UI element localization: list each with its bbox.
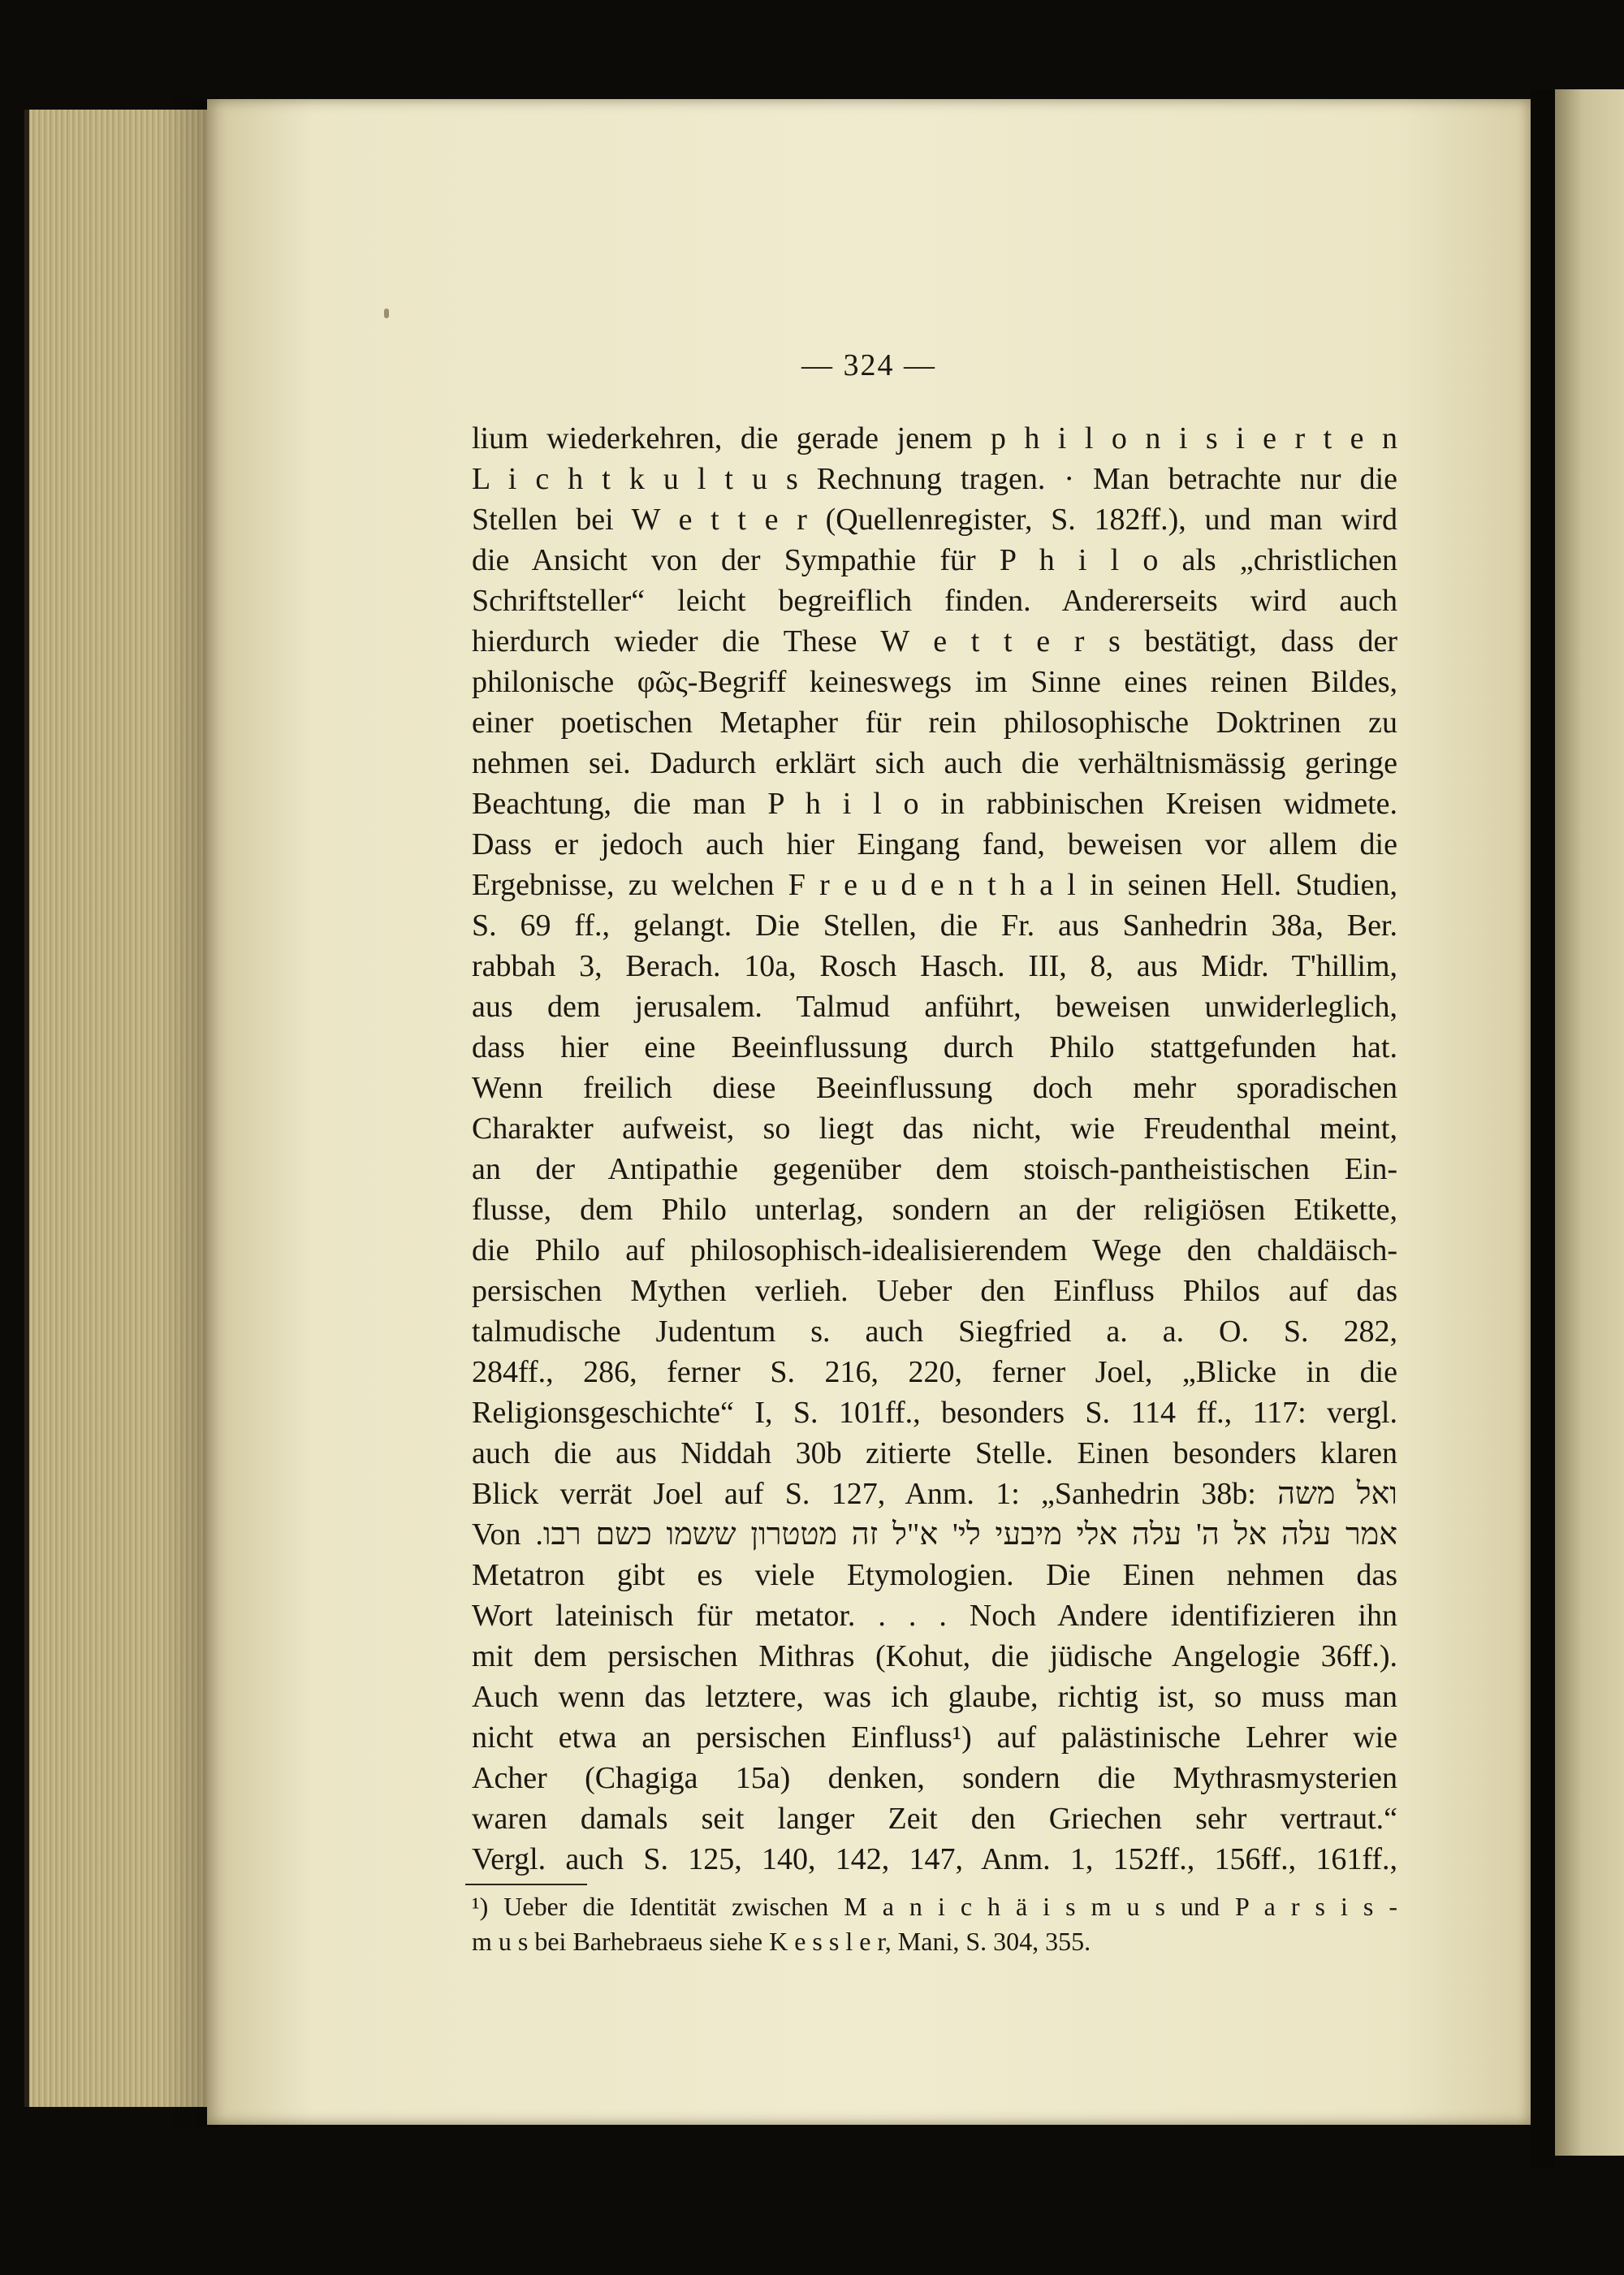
text-line: Vergl. auch S. 125, 140, 142, 147, Anm. 1, 152ff., 156ff., 161ff., bbox=[472, 1842, 1397, 1876]
text-line: Ergebnisse, zu welchen F r e u d e n t h a l in seinen Hell. Studien, bbox=[472, 868, 1397, 902]
text-line: talmudische Judentum s. auch Siegfried a. a. O. S. 282, bbox=[472, 1314, 1397, 1349]
text-line: Metatron gibt es viele Etymologien. Die Einen nehmen das bbox=[472, 1558, 1397, 1592]
facing-page-edge bbox=[1555, 89, 1624, 2156]
footnotes bbox=[472, 1889, 1397, 1959]
text-line: dass hier eine Beeinflussung durch Philo stattgefunden hat. bbox=[472, 1030, 1397, 1064]
text-line: Religionsgeschichte“ I, S. 101ff., besonders S. 114 ff., 117: vergl. bbox=[472, 1396, 1397, 1430]
text-line: philonische φῶς-Begriff keineswegs im Sinne eines reinen Bildes, bbox=[472, 665, 1397, 699]
footnote-line: ¹) Ueber die Identität zwischen M a n i c h ä i s m u s und P a r s i s - bbox=[472, 1892, 1397, 1921]
text-line: mit dem persischen Mithras (Kohut, die jüdische Angelogie 36ff.). bbox=[472, 1639, 1397, 1673]
text-line: אמר עלה אל ה' עלה אלי מיבעי לי' א"ל זה מטטרון ששמו כשם רבו. Von bbox=[472, 1517, 1397, 1552]
text-line: L i c h t k u l t u s Rechnung tragen. · Man betrachte nur die bbox=[472, 462, 1397, 496]
text-line: flusse, dem Philo unterlag, sondern an der religiösen Etikette, bbox=[472, 1193, 1397, 1227]
text-line: nehmen sei. Dadurch erklärt sich auch die verhältnismässig geringe bbox=[472, 746, 1397, 780]
text-line: waren damals seit langer Zeit den Griechen sehr vertraut.“ bbox=[472, 1802, 1397, 1836]
paper-speck bbox=[384, 309, 389, 318]
text-line: S. 69 ff., gelangt. Die Stellen, die Fr. aus Sanhedrin 38a, Ber. bbox=[472, 909, 1397, 943]
text-line: rabbah 3, Berach. 10a, Rosch Hasch. III, 8, aus Midr. T'hillim, bbox=[472, 949, 1397, 983]
text-line: aus dem jerusalem. Talmud anführt, beweisen unwiderleglich, bbox=[472, 990, 1397, 1024]
text-line: die Philo auf philosophisch-idealisierendem Wege den chaldäisch- bbox=[472, 1233, 1397, 1267]
text-line: einer poetischen Metapher für rein philosophische Doktrinen zu bbox=[472, 706, 1397, 740]
text-line: nicht etwa an persischen Einfluss¹) auf palästinische Lehrer wie bbox=[472, 1720, 1397, 1755]
text-line: die Ansicht von der Sympathie für P h i l o als „christlichen bbox=[472, 543, 1397, 577]
text-line: Beachtung, die man P h i l o in rabbinischen Kreisen widmete. bbox=[472, 787, 1397, 821]
text-line: an der Antipathie gegenüber dem stoisch-pantheistischen Ein- bbox=[472, 1152, 1397, 1186]
text-line: Stellen bei W e t t e r (Quellenregister, S. 182ff.), und man wird bbox=[472, 503, 1397, 537]
book-gutter bbox=[1531, 89, 1555, 2168]
text-line: Acher (Chagiga 15a) denken, sondern die Mythrasmysterien bbox=[472, 1761, 1397, 1795]
text-line: auch die aus Niddah 30b zitierte Stelle. Einen besonders klaren bbox=[472, 1436, 1397, 1470]
text-line: Dass er jedoch auch hier Eingang fand, beweisen vor allem die bbox=[472, 827, 1397, 861]
text-line: Auch wenn das letztere, was ich glaube, richtig ist, so muss man bbox=[472, 1680, 1397, 1714]
text-line: lium wiederkehren, die gerade jenem p h i l o n i s i e r t e n bbox=[472, 421, 1397, 455]
footnote-rule bbox=[465, 1884, 587, 1885]
text-line: Blick verrät Joel auf S. 127, Anm. 1: „Sanhedrin 38b: ואל משה bbox=[472, 1477, 1397, 1511]
text-line: Charakter aufweist, so liegt das nicht, wie Freudenthal meint, bbox=[472, 1112, 1397, 1146]
footnote-line: m u s bei Barhebraeus siehe K e s s l e r, Mani, S. 304, 355. bbox=[472, 1927, 1091, 1956]
page-number: — 324 — bbox=[801, 348, 936, 382]
text-line: Wenn freilich diese Beeinflussung doch mehr sporadischen bbox=[472, 1071, 1397, 1105]
text-line: hierdurch wieder die These W e t t e r s bestätigt, dass der bbox=[472, 624, 1397, 658]
text-line: 284ff., 286, ferner S. 216, 220, ferner Joel, „Blicke in die bbox=[472, 1355, 1397, 1389]
text-line: Wort lateinisch für metator. . . . Noch Andere identifizieren ihn bbox=[472, 1599, 1397, 1633]
text-line: persischen Mythen verlieh. Ueber den Einfluss Philos auf das bbox=[472, 1274, 1397, 1308]
text-line: Schriftsteller“ leicht begreiflich finden. Andererseits wird auch bbox=[472, 584, 1397, 618]
body-text bbox=[472, 418, 1397, 1880]
